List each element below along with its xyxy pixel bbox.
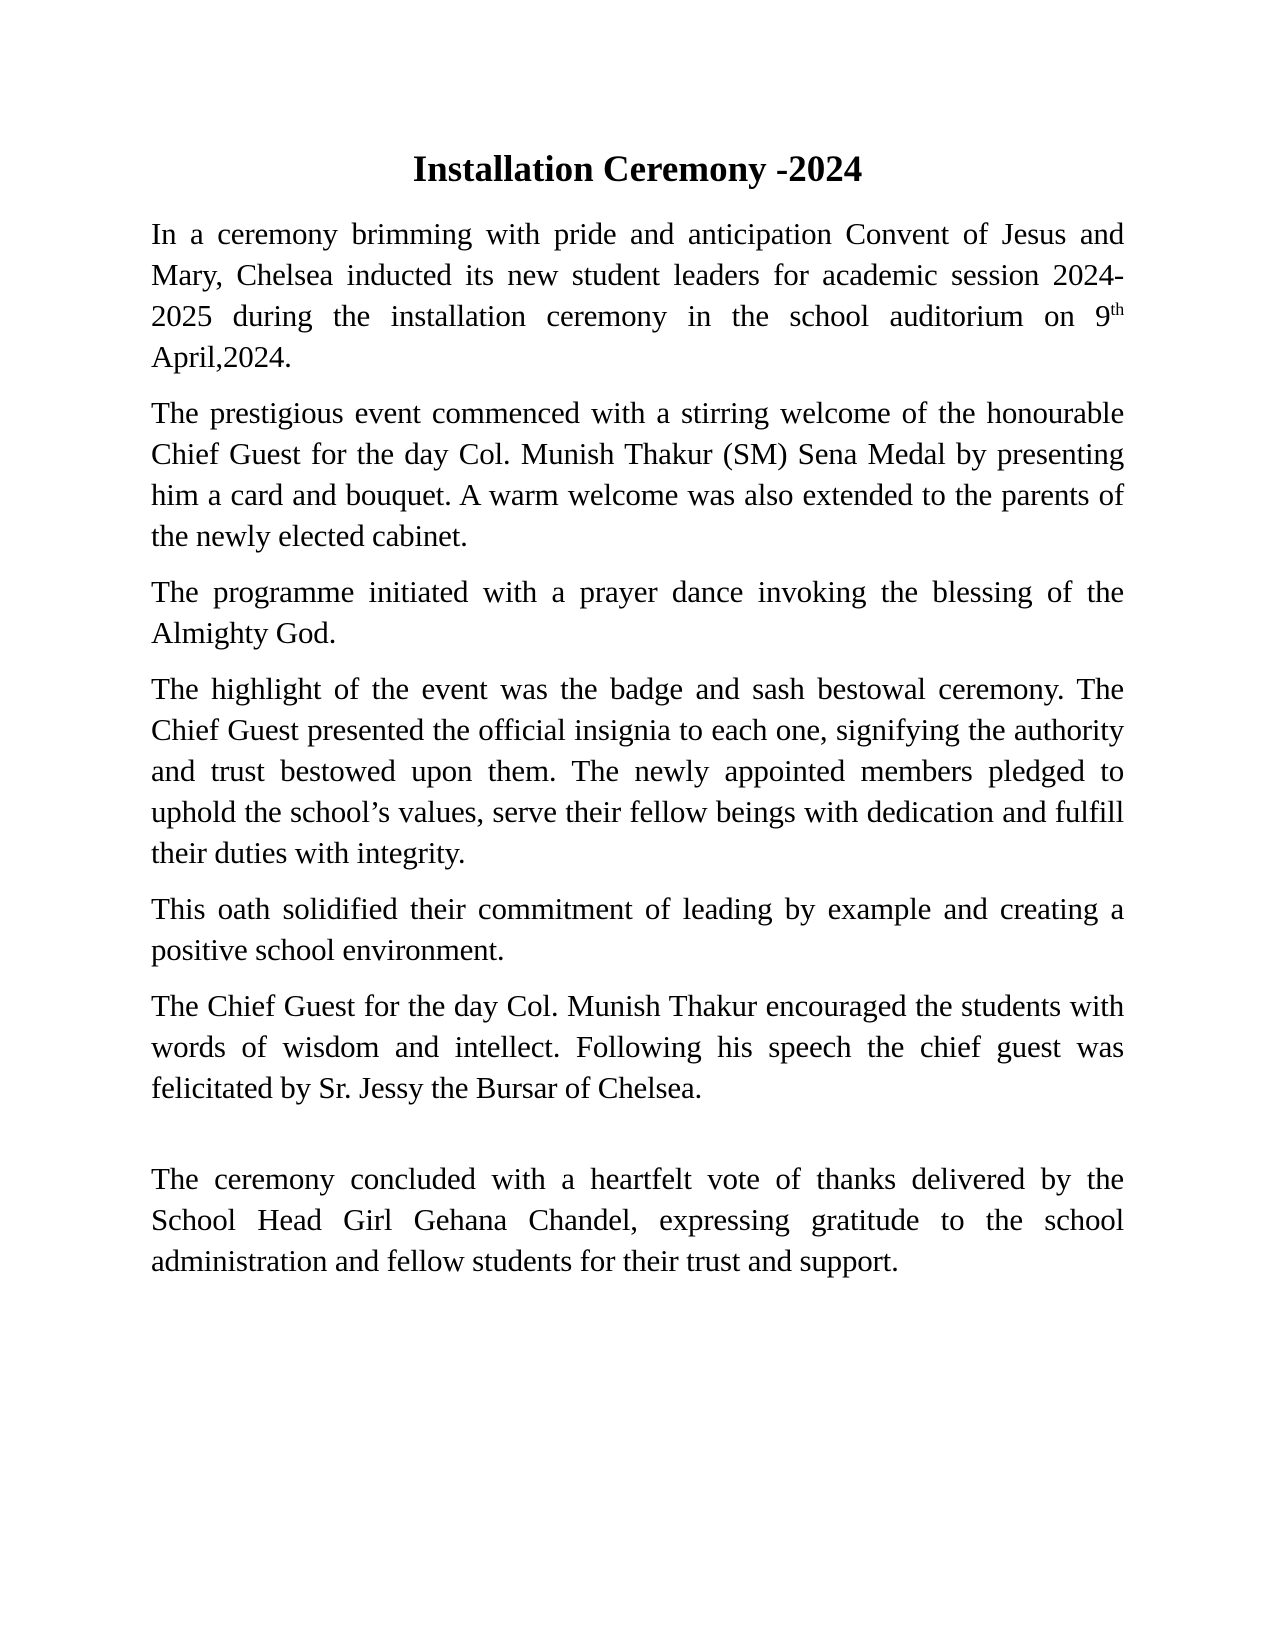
paragraph-conclusion: The ceremony concluded with a heartfelt vote of thanks delivered by the School Head Girl Gehana Chandel, expressing gratitude to the school administration and fellow students for their trust and support. [151,1161,1124,1278]
paragraph-welcome: The prestigious event commenced with a stirring welcome of the honourable Chief Guest for the day Col. Munish Thakur (SM) Sena Medal by presenting him a card and bouquet. A warm welcome was also extended to the parents of the newly elected cabinet. [151,395,1124,553]
document-title: Installation Ceremony -2024 [412,149,863,190]
document-body [151,213,1124,1296]
paragraph-oath: This oath solidified their commitment of leading by example and creating a positive school environment. [151,891,1124,967]
paragraph-introduction-date: April,2024. [151,339,292,374]
paragraph-introduction-text: In a ceremony brimming with pride and anticipation Convent of Jesus and Mary, Chelsea inducted its new student leaders for academic session 2024-2025 during the installation ceremony in the school auditorium on 9 [151,216,1124,333]
paragraph-highlight: The highlight of the event was the badge and sash bestowal ceremony. The Chief Guest presented the official insignia to each one, signifying the authority and trust bestowed upon them. The newly appointed members pledged to uphold the school’s values, serve their fellow beings with dedication and fulfill their duties with integrity. [151,671,1124,870]
paragraph-chief-guest-speech: The Chief Guest for the day Col. Munish Thakur encouraged the students with words of wisdom and intellect. Following his speech the chief guest was felicitated by Sr. Jessy the Bursar of Chelsea. [151,988,1124,1105]
paragraph-introduction [151,213,1124,377]
ordinal-suffix: th [1110,299,1124,319]
paragraph-prayer: The programme initiated with a prayer dance invoking the blessing of the Almighty God. [151,574,1124,650]
